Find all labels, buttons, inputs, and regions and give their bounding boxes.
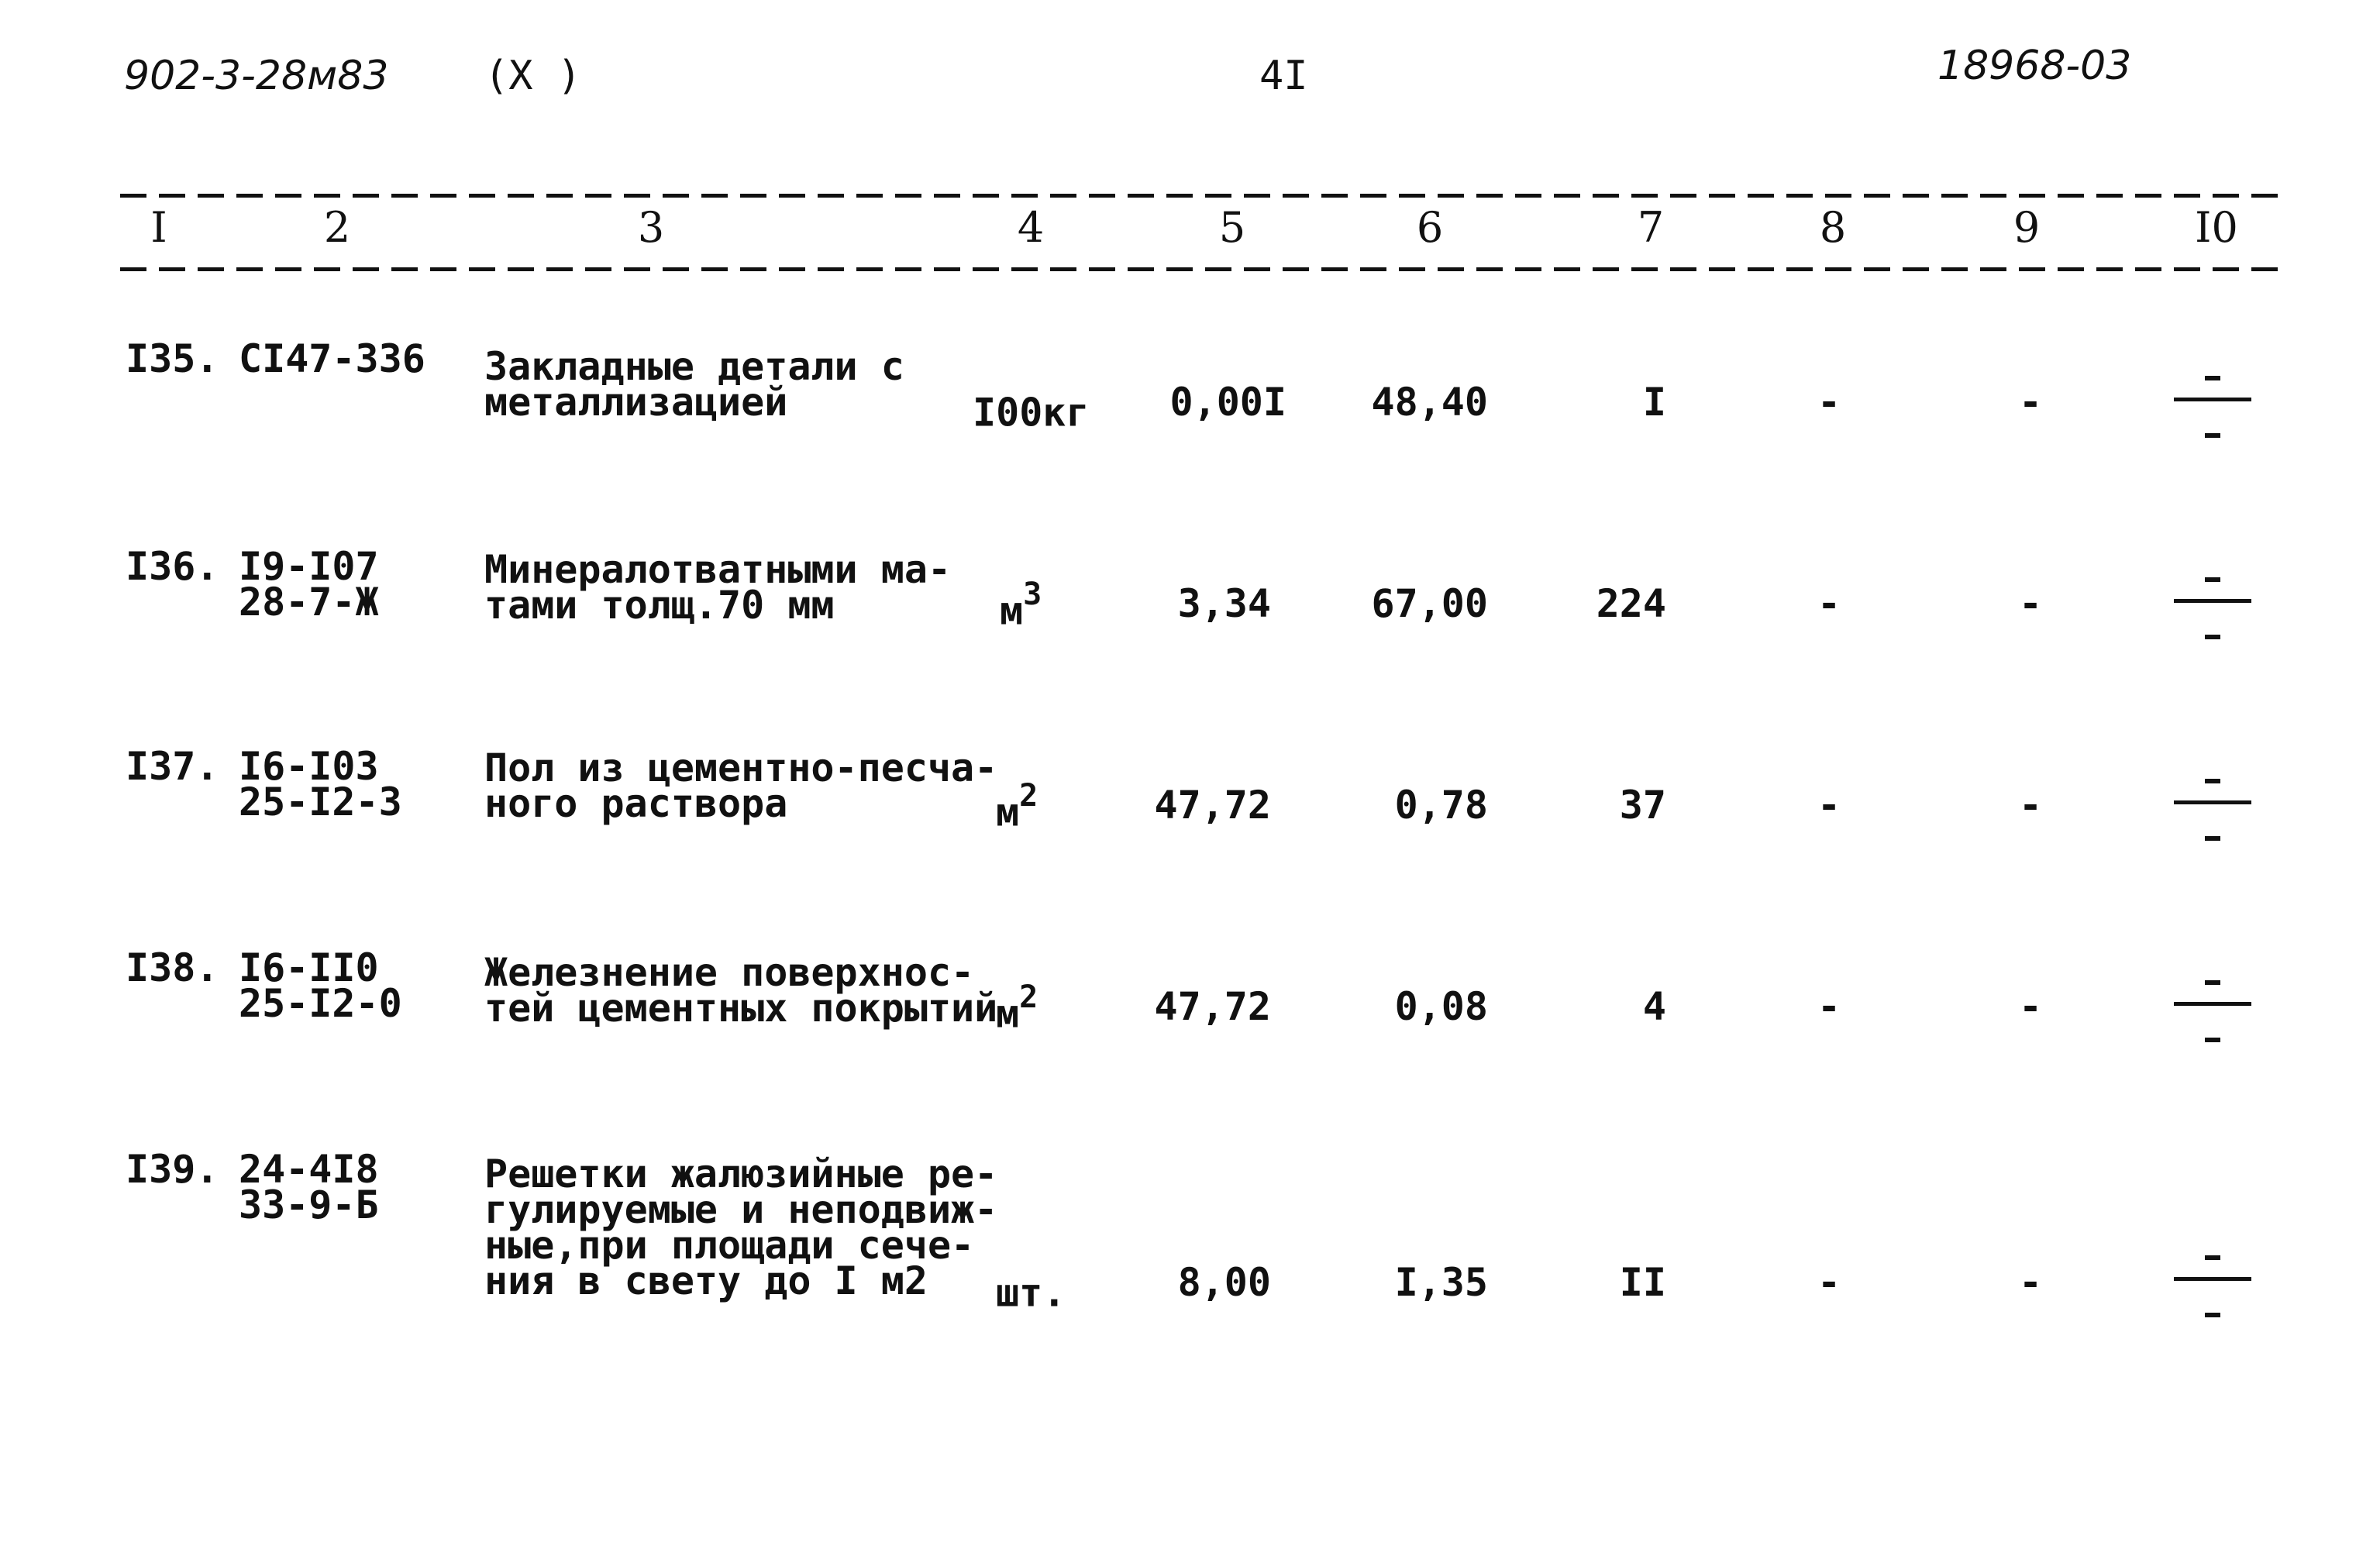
row-col8: - — [1817, 783, 1841, 828]
column-header: 9 — [2013, 203, 2041, 252]
row-code: I9-I07 — [239, 544, 379, 589]
dash-fraction-mark — [2174, 577, 2251, 663]
page-number: 4I — [1259, 53, 1308, 99]
row-unit: $м^3$ — [1000, 577, 1042, 634]
row-number: I37. — [126, 744, 219, 789]
row-price: 0,08 — [1394, 984, 1488, 1029]
row-number: I38. — [126, 945, 219, 990]
row-price: 67,00 — [1371, 581, 1488, 626]
row-description: Железнение поверхнос- тей цементных покрытий — [484, 950, 998, 1031]
column-header: 7 — [1637, 203, 1665, 252]
row-total: II — [1619, 1260, 1666, 1305]
document-code: 902-3-28м83 — [124, 53, 389, 99]
dash-fraction-mark — [2174, 1255, 2251, 1341]
row-col8: - — [1817, 380, 1841, 425]
row-unit: $м^2$ — [996, 979, 1038, 1037]
row-quantity: 47,72 — [1154, 783, 1271, 828]
column-header: I — [150, 203, 167, 252]
column-header: 8 — [1819, 203, 1847, 252]
row-number: I36. — [126, 544, 219, 589]
row-description: Минералотватными ма- тами толщ.70 мм — [484, 547, 952, 628]
row-code-secondary: 28-7-Ж — [239, 580, 379, 625]
row-code: CI47-336 — [239, 336, 425, 381]
row-unit: $м^2$ — [996, 778, 1038, 835]
row-col9: - — [2018, 581, 2043, 626]
row-code: I6-I03 — [239, 744, 379, 789]
row-code-secondary: 25-I2-3 — [239, 780, 402, 824]
row-quantity: 8,00 — [1177, 1260, 1271, 1305]
row-col8: - — [1817, 581, 1841, 626]
row-quantity: 0,00I — [1169, 380, 1286, 425]
header-top-rule — [120, 194, 2282, 198]
row-description: Решетки жалюзийные ре- гулируемые и неподвиж- ные,при площади сече- ния в свету до I м2 — [484, 1152, 998, 1303]
document-mark: (X ) — [484, 53, 582, 99]
column-header: I0 — [2195, 203, 2238, 252]
row-code-secondary: 25-I2-0 — [239, 981, 402, 1026]
column-header: 2 — [323, 203, 351, 252]
row-number: I35. — [126, 336, 219, 381]
row-col9: - — [2018, 783, 2043, 828]
row-number: I39. — [126, 1147, 219, 1192]
row-col9: - — [2018, 984, 2043, 1029]
column-header: 4 — [1017, 203, 1045, 252]
row-total: 4 — [1642, 984, 1666, 1029]
inventory-number: 18968-03 — [1937, 43, 2132, 89]
row-unit: шт. — [996, 1270, 1066, 1316]
row-col9: - — [2018, 1260, 2043, 1305]
row-total: 224 — [1596, 581, 1666, 626]
dash-fraction-mark — [2174, 376, 2251, 461]
row-price: I,35 — [1394, 1260, 1488, 1305]
row-unit: I00кг — [973, 390, 1090, 435]
row-description: Пол из цементно-песча- ного раствора — [484, 745, 998, 826]
row-total: 37 — [1619, 783, 1666, 828]
column-header: 5 — [1218, 203, 1246, 252]
row-code: I6-II0 — [239, 945, 379, 990]
column-header: 3 — [637, 203, 665, 252]
row-quantity: 47,72 — [1154, 984, 1271, 1029]
row-col9: - — [2018, 380, 2043, 425]
row-code: 24-4I8 — [239, 1147, 379, 1192]
row-price: 0,78 — [1394, 783, 1488, 828]
row-total: I — [1642, 380, 1666, 425]
dash-fraction-mark — [2174, 980, 2251, 1065]
row-code-secondary: 33-9-Б — [239, 1182, 379, 1227]
row-description: Закладные детали с металлизацией — [484, 344, 904, 425]
header-bottom-rule — [120, 267, 2282, 271]
row-col8: - — [1817, 984, 1841, 1029]
row-quantity: 3,34 — [1177, 581, 1271, 626]
row-col8: - — [1817, 1260, 1841, 1305]
dash-fraction-mark — [2174, 779, 2251, 864]
column-header: 6 — [1416, 203, 1444, 252]
row-price: 48,40 — [1371, 380, 1488, 425]
